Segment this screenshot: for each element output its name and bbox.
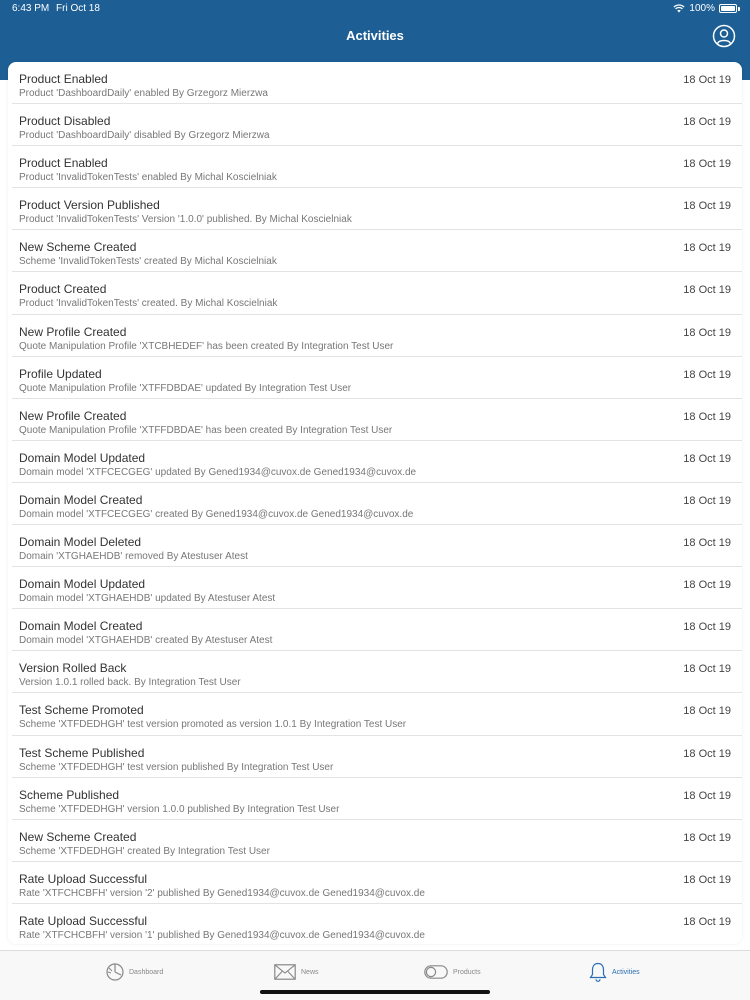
activity-description: Product 'InvalidTokenTests' created. By Michal Koscielniak [19,298,278,310]
activity-date: 18 Oct 19 [683,705,731,718]
activity-title: Scheme Published [19,787,120,802]
activity-description: Domain model 'XTFCECGEG' updated By Gened1934@cuvox.de Gened1934@cuvox.de [19,466,417,478]
tab-products-label: Products [453,968,481,976]
activity-description: Scheme 'InvalidTokenTests' created By Michal Koscielniak [19,256,277,268]
activity-description: Scheme 'XTFDEDHGH' test version promoted as version 1.0.1 By Integration Test User [19,719,407,731]
activity-list[interactable] [8,62,742,944]
dashboard-icon [106,963,124,981]
activity-title: New Profile Created [19,408,127,423]
activity-title: Product Enabled [19,156,108,171]
activity-description: Product 'InvalidTokenTests' Version '1.0.0' published. By Michal Koscielniak [19,214,352,226]
activity-date: 18 Oct 19 [683,74,731,86]
activity-title: New Profile Created [19,324,127,339]
activity-description: Rate 'XTFCHCBFH' version '2' published By Gened1934@cuvox.de Gened1934@cuvox.de [19,887,425,899]
activity-title: Domain Model Created [19,619,143,634]
tab-news-label: News [301,968,319,976]
activity-row[interactable] [12,651,742,693]
activity-date: 18 Oct 19 [683,452,731,465]
activity-row[interactable] [12,778,742,820]
products-icon [424,965,448,979]
activity-row[interactable] [12,567,742,609]
activity-title: New Scheme Created [19,240,137,255]
activity-title: Domain Model Deleted [19,535,142,550]
activity-row[interactable] [12,693,742,735]
activity-title: Rate Upload Successful [19,913,148,928]
activity-title: Profile Updated [19,366,102,381]
tab-activities[interactable] [589,961,640,983]
activity-row[interactable] [12,62,742,104]
activity-row[interactable] [12,862,742,904]
status-bar [12,3,740,17]
activity-title: New Scheme Created [19,829,137,844]
activity-title: Product Version Published [19,198,160,213]
activity-description: Domain model 'XTGHAEHDB' created By Atestuser Atest [19,635,273,647]
activity-row[interactable] [12,357,742,399]
tab-news[interactable] [274,961,319,983]
activity-row[interactable] [12,399,742,441]
activity-date: 18 Oct 19 [683,200,731,213]
activity-date: 18 Oct 19 [683,537,731,550]
activity-title: Version Rolled Back [19,661,127,676]
status-indicators [673,3,740,14]
activity-description: Quote Manipulation Profile 'XTCBHEDEF' has been created By Integration Test User [19,340,394,352]
activity-row[interactable] [12,609,742,651]
activity-title: Product Disabled [19,114,111,129]
tab-products[interactable] [424,961,481,983]
activity-description: Product 'InvalidTokenTests' enabled By Michal Koscielniak [19,172,277,184]
activity-date: 18 Oct 19 [683,410,731,423]
activity-date: 18 Oct 19 [683,368,731,381]
home-indicator [260,990,490,994]
battery-icon [719,4,737,13]
activity-date: 18 Oct 19 [683,494,731,507]
activity-date: 18 Oct 19 [683,621,731,634]
activity-row[interactable] [12,820,742,862]
battery-tip [738,7,740,11]
activity-date: 18 Oct 19 [683,284,731,297]
activity-description: Rate 'XTFCHCBFH' version '1' published By Gened1934@cuvox.de Gened1934@cuvox.de [19,929,425,941]
activity-date: 18 Oct 19 [683,242,731,255]
activity-date: 18 Oct 19 [683,831,731,844]
activity-title: Rate Upload Successful [19,871,148,886]
activity-date: 18 Oct 19 [683,158,731,171]
activity-title: Domain Model Updated [19,450,146,465]
wifi-icon [673,4,685,13]
battery-percent: 100% [689,3,715,14]
activity-description: Scheme 'XTFDEDHGH' version 1.0.0 published By Integration Test User [19,803,340,815]
status-date: Fri Oct 18 [56,3,100,14]
bell-icon [589,962,607,982]
activity-description: Quote Manipulation Profile 'XTFFDBDAE' updated By Integration Test User [19,382,352,394]
page-title: Activities [346,28,404,43]
activity-title: Test Scheme Published [19,745,145,760]
activity-title: Product Enabled [19,72,108,86]
tab-dashboard-label: Dashboard [129,968,164,976]
activity-date: 18 Oct 19 [683,579,731,592]
activity-row[interactable] [12,483,742,525]
activity-date: 18 Oct 19 [683,747,731,760]
user-icon [712,24,736,48]
activity-date: 18 Oct 19 [683,789,731,802]
activity-date: 18 Oct 19 [683,915,731,928]
activity-description: Product 'DashboardDaily' enabled By Grzegorz Mierzwa [19,88,268,99]
tab-dashboard[interactable] [106,961,163,983]
activity-date: 18 Oct 19 [683,873,731,886]
activity-row[interactable] [12,146,742,188]
activity-description: Domain model 'XTFCECGEG' created By Gened1934@cuvox.de Gened1934@cuvox.de [19,508,414,520]
tab-activities-label: Activities [612,968,640,976]
activity-row[interactable] [12,525,742,567]
activity-row[interactable] [12,230,742,272]
activity-description: Scheme 'XTFDEDHGH' created By Integration Test User [19,845,270,857]
activity-description: Domain 'XTGHAEHDB' removed By Atestuser Atest [19,551,248,563]
activity-description: Scheme 'XTFDEDHGH' test version published By Integration Test User [19,761,334,773]
activity-row[interactable] [12,441,742,483]
activity-row[interactable] [12,736,742,778]
activity-title: Test Scheme Promoted [19,703,144,718]
activity-date: 18 Oct 19 [683,116,731,129]
activity-title: Domain Model Created [19,492,143,507]
status-time: 6:43 PM [12,3,50,14]
activity-row[interactable] [12,272,742,314]
activity-row[interactable] [12,104,742,146]
activity-row[interactable] [12,188,742,230]
activity-title: Domain Model Updated [19,577,146,592]
activity-row[interactable] [12,315,742,357]
activity-description: Quote Manipulation Profile 'XTFFDBDAE' has been created By Integration Test User [19,424,393,436]
profile-button[interactable] [712,24,736,48]
activity-description: Domain model 'XTGHAEHDB' updated By Atestuser Atest [19,593,276,605]
activity-date: 18 Oct 19 [683,326,731,339]
activity-description: Version 1.0.1 rolled back. By Integration Test User [19,677,241,689]
news-icon [274,964,296,980]
activity-date: 18 Oct 19 [683,663,731,676]
activity-title: Product Created [19,282,107,297]
activity-row[interactable] [12,904,742,944]
activity-description: Product 'DashboardDaily' disabled By Grzegorz Mierzwa [19,130,270,142]
